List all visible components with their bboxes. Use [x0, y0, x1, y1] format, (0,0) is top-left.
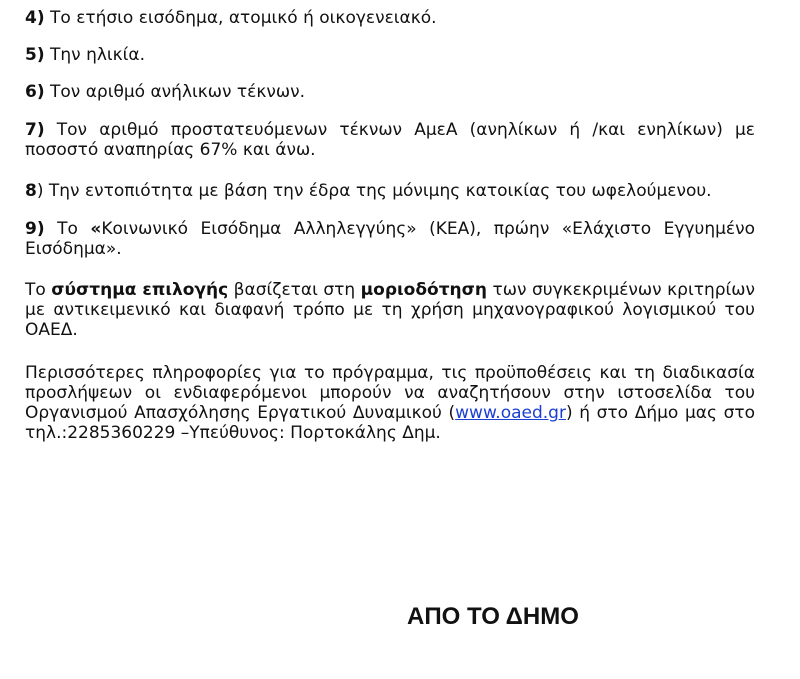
- selection-text-1: Το: [25, 280, 52, 300]
- criterion-text-lead: Το: [57, 219, 91, 239]
- selection-system-term: σύστημα επιλογής: [51, 280, 229, 300]
- selection-text-2: βασίζεται στη: [228, 280, 361, 300]
- criterion-number: 5): [25, 45, 45, 65]
- criterion-5: [25, 45, 755, 65]
- criterion-number: 6): [25, 82, 45, 102]
- criterion-text: Τον αριθμό ανήλικων τέκνων.: [50, 82, 305, 102]
- signature-from-municipality: ΑΠΟ ΤΟ ΔΗΜΟ: [407, 603, 579, 630]
- criterion-8: [25, 181, 755, 201]
- criterion-number: 4): [25, 8, 45, 28]
- criterion-text: Την εντοπιότητα με βάση την έδρα της μόνιμης κατοικίας του ωφελούμενου.: [48, 181, 712, 201]
- criterion-text: Τον αριθμό προστατευόμενων τέκνων ΑμεΑ (ανηλίκων ή /και ενηλίκων) με ποσοστό αναπηρίας 67% και άνω.: [25, 120, 755, 160]
- scoring-term: μοριοδότηση: [360, 280, 487, 300]
- criterion-4: [25, 8, 755, 28]
- selection-paragraph: [25, 280, 755, 340]
- criterion-text: Την ηλικία.: [50, 45, 146, 65]
- info-text-1: Περισσότερες πληροφορίες για το πρόγραμμα, τις προϋποθέσεις και τη διαδικασία προσλήψεων οι ενδιαφερόμενοι μπορούν να αναζητήσουν στην ιστοσελίδα του Οργανισμού Απασχόλησης Εργατικού Δυναμικού (: [25, 363, 755, 423]
- quote-mark: «: [90, 219, 102, 239]
- criterion-number: 8: [25, 181, 37, 201]
- info-paragraph: [25, 363, 755, 443]
- criterion-9: [25, 219, 755, 259]
- oaed-website-link[interactable]: www.oaed.gr: [455, 403, 566, 423]
- criterion-number-suffix: ): [36, 181, 44, 201]
- document-body: [25, 8, 755, 443]
- criterion-number: 9): [25, 219, 45, 239]
- criterion-text: Το ετήσιο εισόδημα, ατομικό ή οικογενειακό.: [50, 8, 437, 28]
- selection-text-3: των συγκεκριμένων κριτηρίων με αντικειμενικό και διαφανή τρόπο με τη χρήση μηχανογραφικού λογισμικού του ΟΑΕΔ.: [25, 280, 755, 340]
- criterion-number: 7): [25, 120, 45, 140]
- info-text-2: ) ή στο Δήμο μας στο τηλ.:2285360229 –Υπεύθυνος: Πορτοκάλης Δημ.: [25, 403, 755, 443]
- criterion-text: Κοινωνικό Εισόδημα Αλληλεγγύης» (ΚΕΑ), πρώην «Ελάχιστο Εγγυημένο Εισόδημα».: [25, 219, 755, 259]
- criterion-6: [25, 82, 755, 102]
- criterion-7: [25, 120, 755, 160]
